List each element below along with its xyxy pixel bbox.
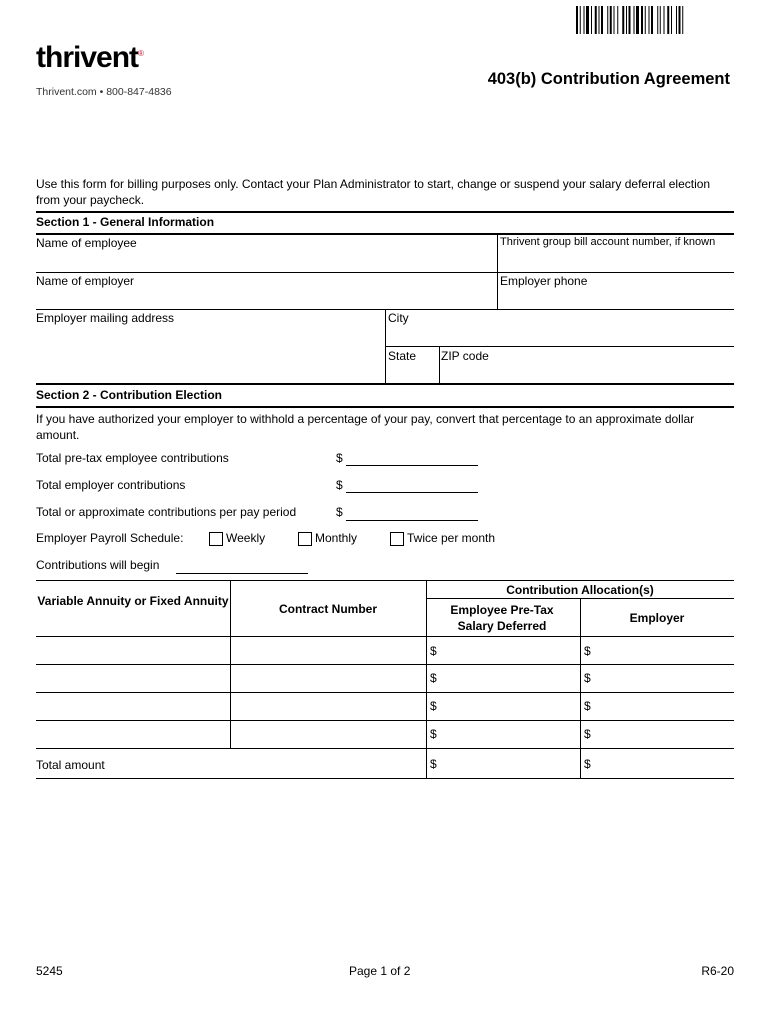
barcode-bar bbox=[629, 6, 631, 34]
total-per-period-label: Total or approximate contributions per pay period bbox=[36, 505, 297, 519]
barcode-bar bbox=[614, 6, 615, 34]
barcode-bar bbox=[657, 6, 658, 34]
section2-heading: Section 2 - Contribution Election bbox=[36, 388, 222, 402]
barcode-bar bbox=[617, 6, 618, 34]
barcode-bar bbox=[641, 6, 643, 34]
dollar-sign: $ bbox=[336, 505, 343, 519]
twice-per-month-label: Twice per month bbox=[407, 531, 496, 545]
monthly-label: Monthly bbox=[315, 531, 358, 545]
barcode-bar bbox=[591, 6, 592, 34]
barcode-bar bbox=[576, 6, 578, 34]
zip-code-field[interactable]: ZIP code bbox=[441, 349, 489, 363]
group-bill-account-field[interactable]: Thrivent group bill account number, if known bbox=[500, 236, 716, 248]
page-title: 403(b) Contribution Agreement bbox=[487, 70, 730, 88]
barcode-bar bbox=[649, 6, 650, 34]
city-field[interactable]: City bbox=[388, 311, 409, 325]
barcode-bar bbox=[599, 6, 600, 34]
barcode-bar bbox=[622, 6, 624, 34]
col-employer-header: Employer bbox=[629, 611, 685, 625]
contributions-begin-label: Contributions will begin bbox=[36, 558, 160, 572]
employer-cell[interactable]: $ bbox=[584, 644, 591, 658]
pretax-cell[interactable]: $ bbox=[430, 671, 437, 685]
total-pretax-label: Total pre-tax employee contributions bbox=[36, 451, 229, 465]
employer-mailing-address-field[interactable]: Employer mailing address bbox=[36, 311, 175, 325]
revision-code: R6-20 bbox=[701, 964, 734, 978]
barcode-bar bbox=[580, 6, 581, 34]
barcode-bar bbox=[607, 6, 608, 34]
pretax-cell[interactable]: $ bbox=[430, 699, 437, 713]
twice-per-month-checkbox[interactable] bbox=[390, 532, 404, 546]
barcode-bar bbox=[626, 6, 627, 34]
total-amount-label: Total amount bbox=[36, 758, 105, 772]
barcode-bar bbox=[645, 6, 646, 34]
total-employer-label: Total employer contributions bbox=[36, 478, 186, 492]
thrivent-logo: thrivent® bbox=[36, 41, 143, 74]
pretax-cell[interactable]: $ bbox=[430, 644, 437, 658]
col-annuity-header: Variable Annuity or Fixed Annuity bbox=[37, 594, 229, 608]
col-contract-header: Contract Number bbox=[278, 602, 377, 616]
employer-cell[interactable]: $ bbox=[584, 671, 591, 685]
barcode-bar bbox=[636, 6, 639, 34]
barcode-bar bbox=[676, 6, 677, 34]
logo-mark: ® bbox=[138, 49, 143, 58]
contributions-begin-input[interactable] bbox=[176, 573, 308, 574]
barcode-bar bbox=[634, 6, 635, 34]
barcode-bar bbox=[667, 6, 669, 34]
intro-text: Use this form for billing purposes only. Contact your Plan Administrator to start, change or suspend your salary deferral election from your paycheck. bbox=[36, 177, 711, 207]
barcode-bar bbox=[586, 6, 589, 34]
monthly-checkbox[interactable] bbox=[298, 532, 312, 546]
total-pretax-cell[interactable]: $ bbox=[430, 757, 437, 771]
dollar-sign: $ bbox=[336, 451, 343, 465]
total-employer-input[interactable] bbox=[346, 492, 478, 493]
barcode-bar bbox=[610, 6, 612, 34]
barcode-bar bbox=[651, 6, 653, 34]
pretax-cell[interactable]: $ bbox=[430, 727, 437, 741]
barcode-bar bbox=[679, 6, 681, 34]
name-of-employee-field[interactable]: Name of employee bbox=[36, 236, 137, 250]
employer-cell[interactable]: $ bbox=[584, 727, 591, 741]
dollar-sign: $ bbox=[336, 478, 343, 492]
barcode-bar bbox=[601, 6, 603, 34]
barcode-bar bbox=[671, 6, 672, 34]
barcode-bar bbox=[660, 6, 661, 34]
name-of-employer-field[interactable]: Name of employer bbox=[36, 274, 135, 288]
total-per-period-input[interactable] bbox=[346, 520, 478, 521]
section2-description: If you have authorized your employer to withhold a percentage of your pay, convert that percentage to an approximate dollar amount. bbox=[36, 412, 695, 442]
section1-heading: Section 1 - General Information bbox=[36, 215, 215, 229]
page-number: Page 1 of 2 bbox=[349, 964, 411, 978]
employer-phone-field[interactable]: Employer phone bbox=[500, 274, 588, 288]
barcode-image bbox=[576, 6, 720, 34]
total-pretax-input[interactable] bbox=[346, 465, 478, 466]
employer-cell[interactable]: $ bbox=[584, 699, 591, 713]
col-allocation-header: Contribution Allocation(s) bbox=[506, 583, 654, 597]
barcode-bar bbox=[682, 6, 683, 34]
contact-info: Thrivent.com • 800-847-4836 bbox=[36, 86, 172, 98]
barcode-bar bbox=[595, 6, 597, 34]
barcode-bar bbox=[664, 6, 665, 34]
form-number: 5245 bbox=[36, 964, 63, 978]
weekly-label: Weekly bbox=[226, 531, 266, 545]
state-field[interactable]: State bbox=[388, 349, 417, 363]
total-employer-cell[interactable]: $ bbox=[584, 757, 591, 771]
payroll-schedule-label: Employer Payroll Schedule: bbox=[36, 531, 184, 545]
weekly-checkbox[interactable] bbox=[209, 532, 223, 546]
barcode-bar bbox=[584, 6, 585, 34]
col-pretax-header: Employee Pre-Tax Salary Deferred bbox=[450, 603, 554, 633]
